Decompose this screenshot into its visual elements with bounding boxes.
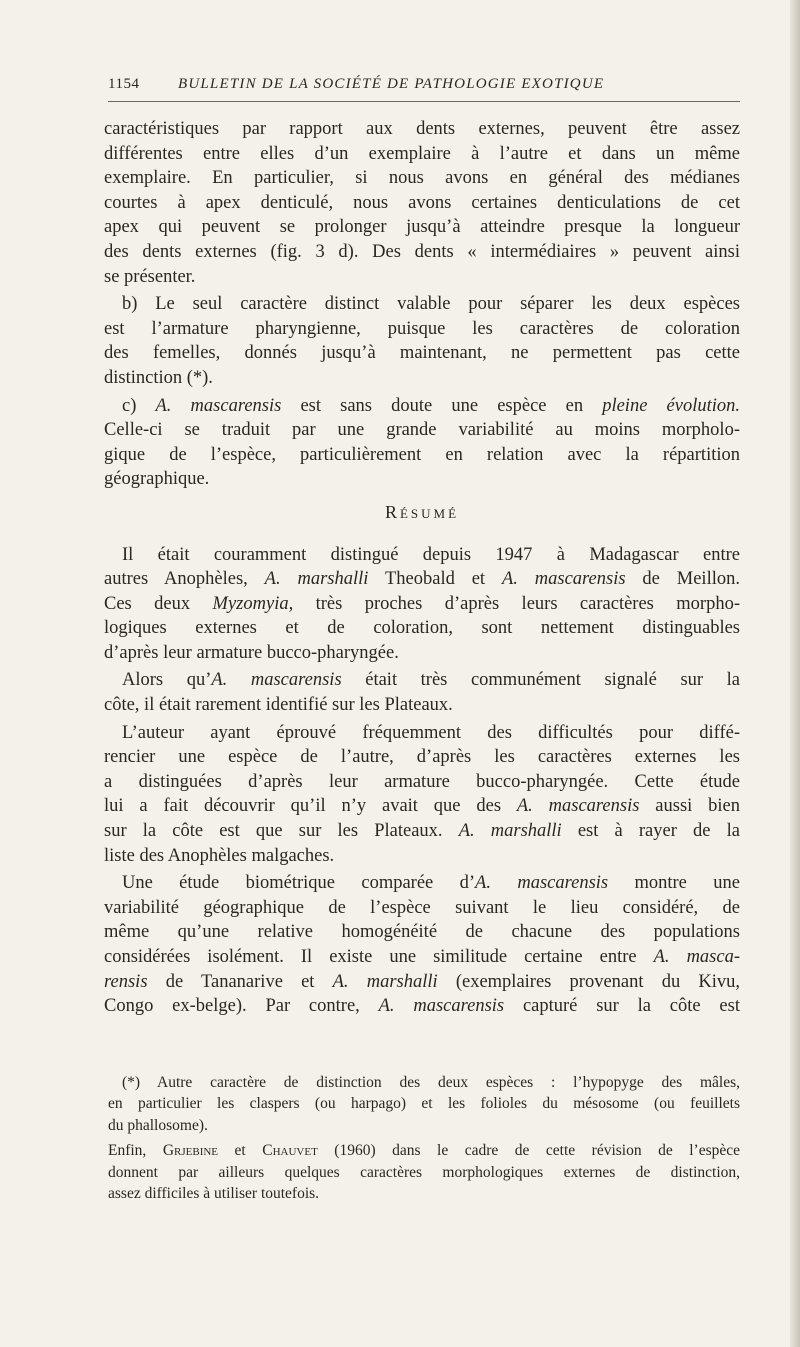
text-line: autres Anophèles, A. marshalli Theobald et A. mascarensis de Meillon. xyxy=(104,569,740,590)
text-line: considérées isolément. Il existe une similitude certaine entre A. masca- xyxy=(104,947,740,967)
text-line: rensis de Tananarive et A. marshalli (exemplaires provenant du Kivu, xyxy=(104,971,740,992)
text-line: géographique. xyxy=(104,469,210,490)
footnote-line: donnent par ailleurs quelques caractères morphologiques externes de distinction, xyxy=(108,1163,740,1181)
text-line: rencier une espèce de l’autre, d’après les caractères externes les xyxy=(104,747,740,768)
text-line: caractéristiques par rapport aux dents externes, peuvent être assez xyxy=(104,119,740,139)
footnote xyxy=(108,1072,740,1136)
text-line: variabilité géographique de l’espèce suivant le lieu considéré, de xyxy=(104,897,740,918)
text-line: est l’armature pharyngienne, puisque les caractères de coloration xyxy=(104,318,740,339)
paragraph xyxy=(104,543,740,666)
page-edge-shadow xyxy=(790,0,800,1347)
main-text xyxy=(104,117,740,1019)
text-line: lui a fait découvrir qu’il n’y avait que des A. mascarensis aussi bien xyxy=(104,796,740,817)
text-line: liste des Anophèles malgaches. xyxy=(104,845,335,866)
text-line: même qu’une relative homogénéité de chacune des populations xyxy=(104,922,740,943)
text-line: apex qui peuvent se prolonger jusqu’à atteindre presque la longueur xyxy=(104,217,740,238)
text-line: Ces deux Myzomyia, très proches d’après leurs caractères morpho- xyxy=(104,593,740,614)
footnote-line: Enfin, Grjebine et Chauvet (1960) dans le cadre de cette révision de l’espèce xyxy=(108,1142,741,1160)
footnote-line: du phallosome). xyxy=(108,1116,208,1134)
text-line: Il était couramment distingué depuis 1947 à Madagascar entre xyxy=(122,544,740,565)
text-line: distinction (*). xyxy=(104,367,213,388)
section-heading-resume: Résumé xyxy=(384,501,460,522)
text-line: b) Le seul caractère distinct valable pour séparer les deux espèces xyxy=(122,294,740,315)
text-line: Une étude biométrique comparée d’A. mascarensis montre une xyxy=(122,873,740,894)
text-line: différentes entre elles d’un exemplaire à l’autre et dans un même xyxy=(104,143,740,164)
text-line: côte, il était rarement identifié sur les Plateaux. xyxy=(104,695,453,716)
text-line: L’auteur ayant éprouvé fréquemment des difficultés pour diffé- xyxy=(122,722,740,743)
text-line: d’après leur armature bucco-pharyngée. xyxy=(104,642,399,663)
footnote-line: en particulier les claspers (ou harpago) et les folioles du mésosome (ou feuillets xyxy=(108,1095,740,1113)
paragraph xyxy=(104,721,740,869)
text-line: logiques externes et de coloration, sont nettement distinguables xyxy=(104,618,740,639)
text-line: Celle-ci se traduit par une grande variabilité au moins morpholo- xyxy=(104,420,740,441)
text-line: Alors qu’A. mascarensis était très communément signalé sur la xyxy=(122,670,740,691)
footnote-line: assez difficiles à utiliser toutefois. xyxy=(108,1184,320,1202)
paragraph xyxy=(104,668,740,717)
text-line: Congo ex-belge). Par contre, A. mascarensis capturé sur la côte est xyxy=(104,996,740,1017)
paragraph xyxy=(104,292,740,390)
header-rule xyxy=(108,101,740,102)
text-line: se présenter. xyxy=(104,266,196,287)
footnotes xyxy=(108,1072,740,1204)
paragraph xyxy=(104,871,740,1019)
text-line: courtes à apex denticulé, nous avons certaines denticulations de cet xyxy=(104,192,740,213)
page-number: 1154 xyxy=(108,76,140,92)
text-line: gique de l’espèce, particulièrement en relation avec la répartition xyxy=(104,444,740,465)
text-line: exemplaire. En particulier, si nous avons en général des médianes xyxy=(104,168,740,189)
paragraph xyxy=(104,117,740,289)
text-line: a distinguées d’après leur armature bucco-pharyngée. Cette étude xyxy=(104,771,740,792)
text-line: c) A. mascarensis est sans doute une espèce en pleine évolution. xyxy=(122,395,740,416)
footnote xyxy=(108,1140,740,1204)
footnote-line: (*) Autre caractère de distinction des deux espèces : l’hypopyge des mâles, xyxy=(122,1074,740,1091)
paragraph xyxy=(104,394,740,492)
text-line: des femelles, donnés jusqu’à maintenant, ne permettent pas cette xyxy=(104,343,740,364)
running-header xyxy=(108,74,740,102)
text-line: des dents externes (fig. 3 d). Des dents « intermédiaires » peuvent ainsi xyxy=(104,241,740,262)
text-line: sur la côte est que sur les Plateaux. A. marshalli est à rayer de la xyxy=(104,821,740,842)
journal-title: BULLETIN DE LA SOCIÉTÉ DE PATHOLOGIE EXOTIQUE xyxy=(178,76,605,92)
